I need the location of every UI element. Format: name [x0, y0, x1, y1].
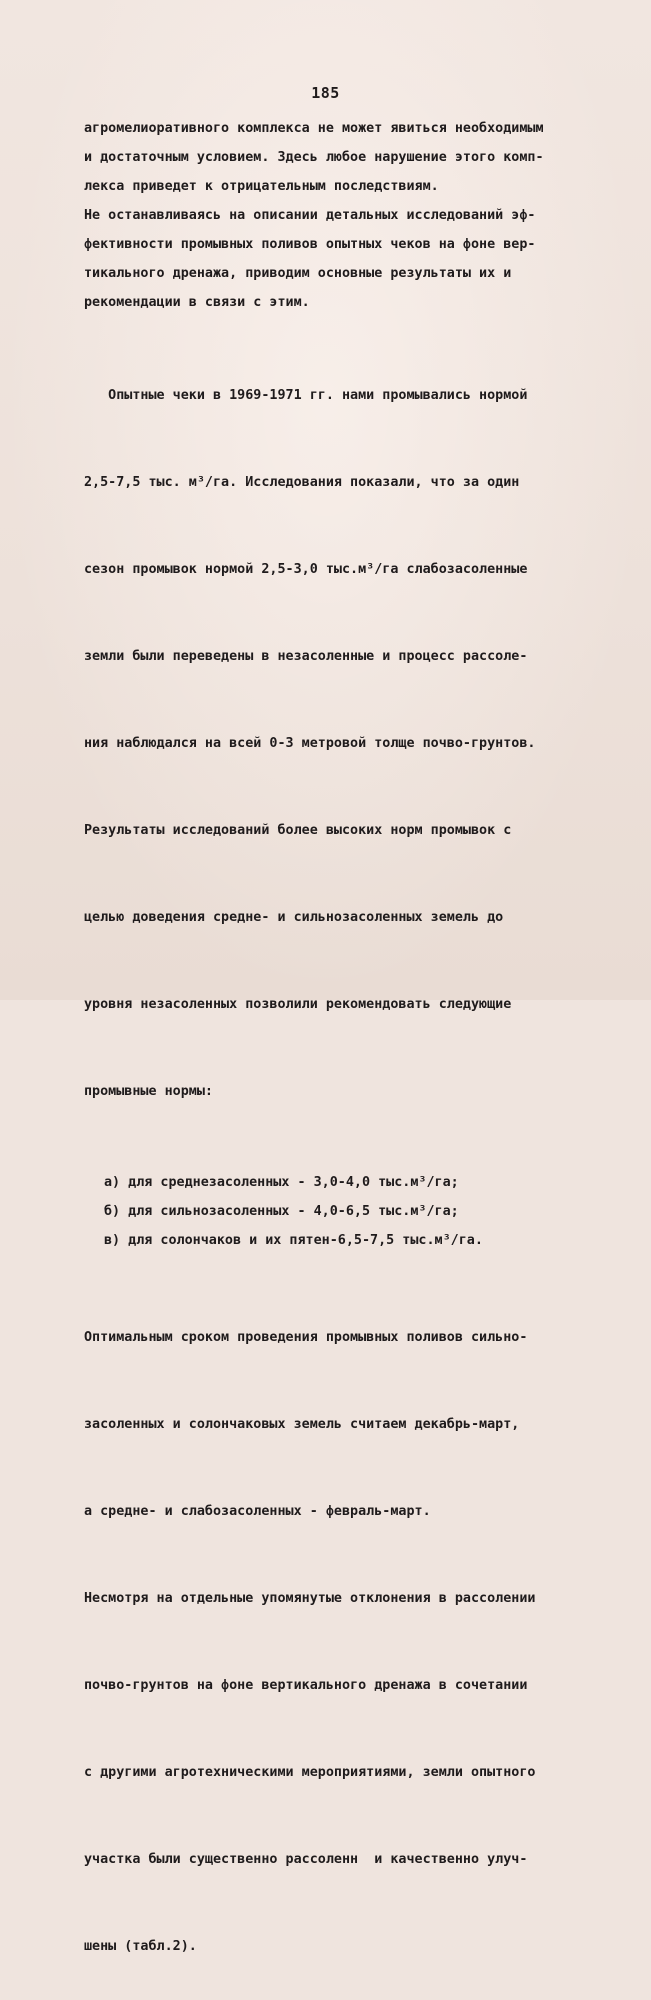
page-number: 185 [311, 84, 340, 102]
text-line: тикального дренажа, приводим основные результаты их и [84, 266, 512, 281]
paragraph-2 [84, 323, 584, 1164]
text-line: Опытные чеки в 1969-1971 гг. нами промывались нормой [84, 388, 528, 403]
norms-list [84, 1168, 584, 1255]
text-line: Не останавливаясь на описании детальных исследований эф- [84, 208, 536, 223]
text-line: участка были существенно рассоленн и качественно улуч- [84, 1852, 528, 1867]
text-line: Оптимальным сроком проведения промывных поливов сильно- [84, 1330, 528, 1345]
text-line: с другими агротехническими мероприятиями, земли опытного [84, 1765, 536, 1780]
paragraph-3 [84, 1265, 584, 2000]
list-item: б) для сильнозасоленных - 4,0-6,5 тыс.м³/га; [104, 1204, 459, 1219]
text-line: и достаточным условием. Здесь любое нарушение этого комп- [84, 150, 544, 165]
text-line: ния наблюдался на всей 0-3 метровой толще почво-грунтов. [84, 736, 536, 751]
list-item: а) для среднезасоленных - 3,0-4,0 тыс.м³/га; [104, 1175, 459, 1190]
text-line: земли были переведены в незасоленные и процесс рассоле- [84, 649, 528, 664]
paragraph-gap [84, 1255, 584, 1265]
text-line: уровня незасоленных позволили рекомендовать следующие [84, 997, 512, 1012]
text-line: шены (табл.2). [84, 1939, 197, 1954]
text-line: Несмотря на отдельные упомянутые отклонения в рассолении [84, 1591, 536, 1606]
text-line: а средне- и слабозасоленных - февраль-март. [84, 1504, 431, 1519]
text-line: промывные нормы: [84, 1084, 213, 1099]
list-item: в) для солончаков и их пятен-6,5-7,5 тыс.м³/га. [104, 1233, 483, 1248]
text-line: лекса приведет к отрицательным последствиям. [84, 179, 439, 194]
paragraph-1 [84, 114, 584, 317]
text-line: сезон промывок нормой 2,5-3,0 тыс.м³/га слабозасоленные [84, 562, 528, 577]
text-line: рекомендации в связи с этим. [84, 295, 310, 310]
text-line: целью доведения средне- и сильнозасоленных земель до [84, 910, 504, 925]
text-line: 2,5-7,5 тыс. м³/га. Исследования показали, что за один [84, 475, 520, 490]
text-line: агромелиоративного комплекса не может явиться необходимым [84, 121, 544, 136]
text-line: почво-грунтов на фоне вертикального дренажа в сочетании [84, 1678, 528, 1693]
text-line: засоленных и солончаковых земель считаем декабрь-март, [84, 1417, 520, 1432]
text-line: Результаты исследований более высоких норм промывок с [84, 823, 512, 838]
body-text [84, 114, 584, 2000]
text-line: фективности промывных поливов опытных чеков на фоне вер- [84, 237, 536, 252]
